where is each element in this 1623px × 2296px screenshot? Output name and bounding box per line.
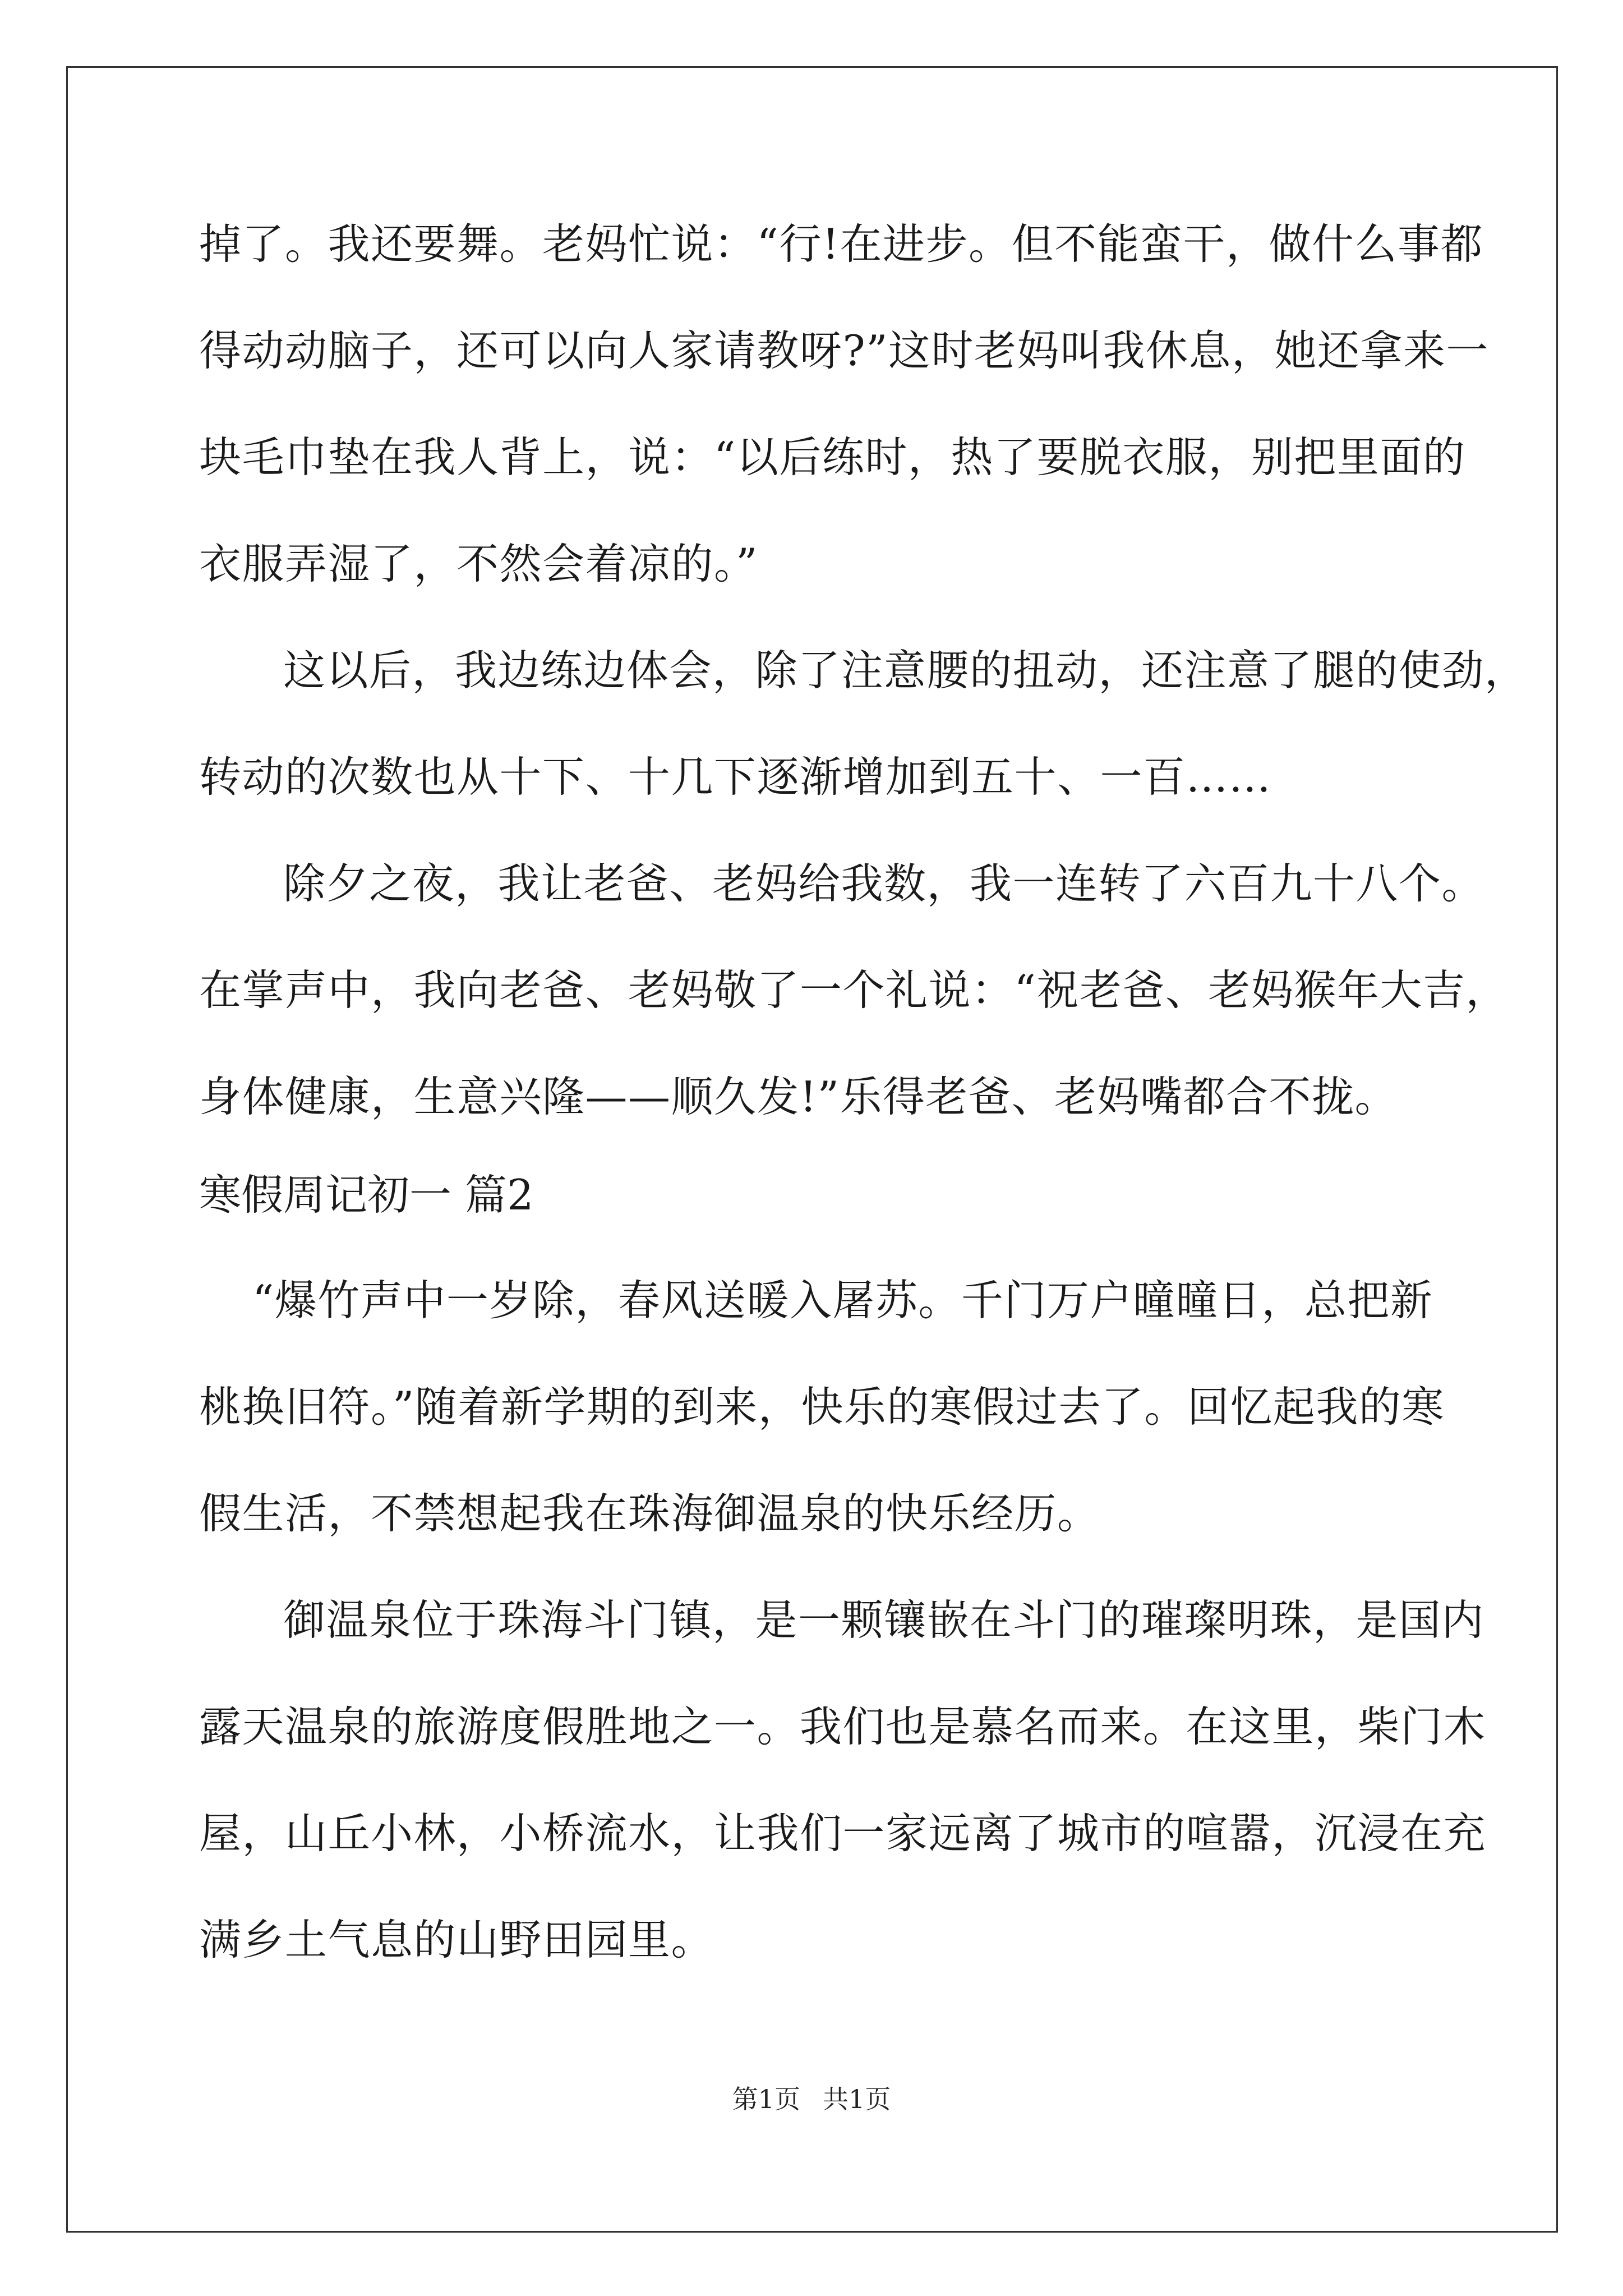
text-line: 桃换旧符。”随着新学期的到来，快乐的寒假过去了。回忆起我的寒 (199, 1382, 1445, 1432)
paragraph-first-line: 除夕之夜，我让老爸、老妈给我数，我一连转了六百九十八个。 (283, 859, 1485, 908)
text-line: 掉了。我还要舞。老妈忙说：“行!在进步。但不能蛮干，做什么事都 (199, 219, 1483, 269)
section-heading: 寒假周记初一 篇2 (199, 1170, 534, 1220)
paragraph-first-line: 御温泉位于珠海斗门镇，是一颗镶嵌在斗门的璀璨明珠，是国内 (283, 1595, 1485, 1645)
text-line: 衣服弄湿了，不然会着凉的。” (199, 539, 758, 588)
text-line: 转动的次数也从十下、十几下逐渐增加到五十、一百…… (199, 752, 1272, 802)
page-footer (0, 2082, 1623, 2116)
text-line: 身体健康，生意兴隆——顺久发!”乐得老爸、老妈嘴都合不拢。 (199, 1072, 1398, 1121)
page-border (66, 66, 1558, 2233)
paragraph-first-line: 这以后，我边练边体会，除了注意腰的扭动，还注意了腿的使劲， (283, 646, 1528, 695)
text-line: 屋，山丘小林，小桥流水，让我们一家远离了城市的喧嚣，沉浸在充 (199, 1809, 1487, 1858)
text-line: 露天温泉的旅游度假胜地之一。我们也是慕名而来。在这里，柴门木 (199, 1702, 1487, 1751)
paragraph-first-line: “爆竹声中一岁除，春风送暖入屠苏。千门万户曈曈日，总把新 (252, 1276, 1433, 1325)
text-line: 在掌声中，我向老爸、老妈敬了一个礼说：“祝老爸、老妈猴年大吉， (199, 965, 1509, 1015)
text-line: 满乡土气息的山野田园里。 (199, 1915, 714, 1964)
page-number: 第1页 (732, 2084, 800, 2114)
text-line: 块毛巾垫在我人背上，说：“以后练时，热了要脱衣服，别把里面的 (199, 432, 1466, 482)
text-line: 得动动脑子，还可以向人家请教呀?”这时老妈叫我休息，她还拿来一 (199, 326, 1490, 375)
text-line: 假生活，不禁想起我在珠海御温泉的快乐经历。 (199, 1489, 1100, 1538)
page-total: 共1页 (823, 2084, 891, 2114)
